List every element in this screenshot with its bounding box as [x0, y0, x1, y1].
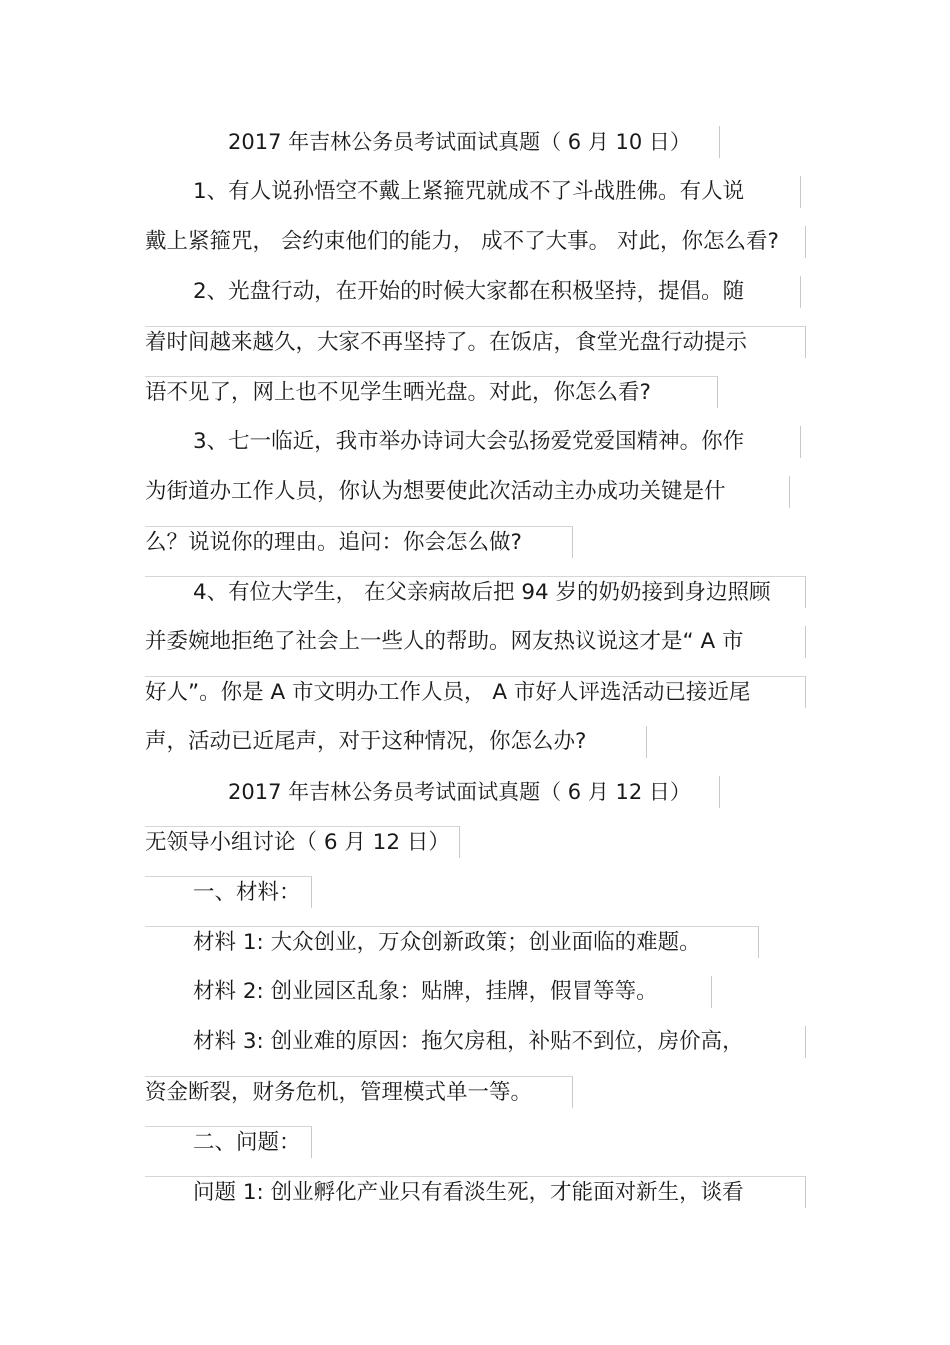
discussion-subtitle: 无领导小组讨论（ 6 月 12 日）: [145, 826, 460, 858]
material-3-line-2: 资金断裂，财务危机，管理模式单一等。: [145, 1076, 573, 1108]
question-1-line-2: 戴上紧箍咒， 会约束他们的能力， 成不了大事。 对此，你怎么看?: [145, 226, 806, 258]
section-title-2: 2017 年吉林公务员考试面试真题（ 6 月 12 日）: [228, 776, 720, 808]
material-2: 材料 2: 创业园区乱象：贴牌，挂牌，假冒等等。: [193, 976, 712, 1008]
material-3-line-1: 材料 3: 创业难的原因：拖欠房租，补贴不到位，房价高，: [193, 1026, 806, 1058]
questions-heading: 二、问题：: [145, 1126, 312, 1158]
question-4-line-1: 4、有位大学生， 在父亲病故后把 94 岁的奶奶接到身边照顾: [145, 576, 806, 608]
question-2-line-1: 2、光盘行动，在开始的时候大家都在积极坚持，提倡。随: [193, 276, 801, 308]
question-3-line-1: 3、七一临近，我市举办诗词大会弘扬爱党爱国精神。你作: [193, 426, 801, 458]
question-4-line-2: 并委婉地拒绝了社会上一些人的帮助。网友热议说这才是“ A 市: [145, 626, 806, 658]
question-4-line-3: 好人”。你是 A 市文明办工作人员， A 市好人评选活动已接近尾: [145, 676, 806, 708]
question-3-line-2: 为街道办工作人员，你认为想要使此次活动主办成功关键是什: [145, 476, 790, 508]
section-title: 2017 年吉林公务员考试面试真题（ 6 月 10 日）: [228, 126, 720, 158]
question-2-line-3: 语不见了，网上也不见学生晒光盘。对此，你怎么看?: [145, 376, 718, 408]
problem-1: 问题 1: 创业孵化产业只有看淡生死，才能面对新生，谈看: [145, 1176, 806, 1208]
question-3-line-3: 么？说说你的理由。追问：你会怎么做?: [145, 526, 573, 558]
question-4-line-4: 声，活动已近尾声，对于这种情况，你怎么办?: [145, 726, 647, 758]
material-1: 材料 1: 大众创业，万众创新政策；创业面临的难题。: [145, 926, 759, 958]
materials-heading: 一、材料：: [145, 876, 312, 908]
question-1-line-1: 1、有人说孙悟空不戴上紧箍咒就成不了斗战胜佛。有人说: [193, 176, 801, 208]
question-2-line-2: 着时间越来越久，大家不再坚持了。在饭店，食堂光盘行动提示: [145, 326, 806, 358]
